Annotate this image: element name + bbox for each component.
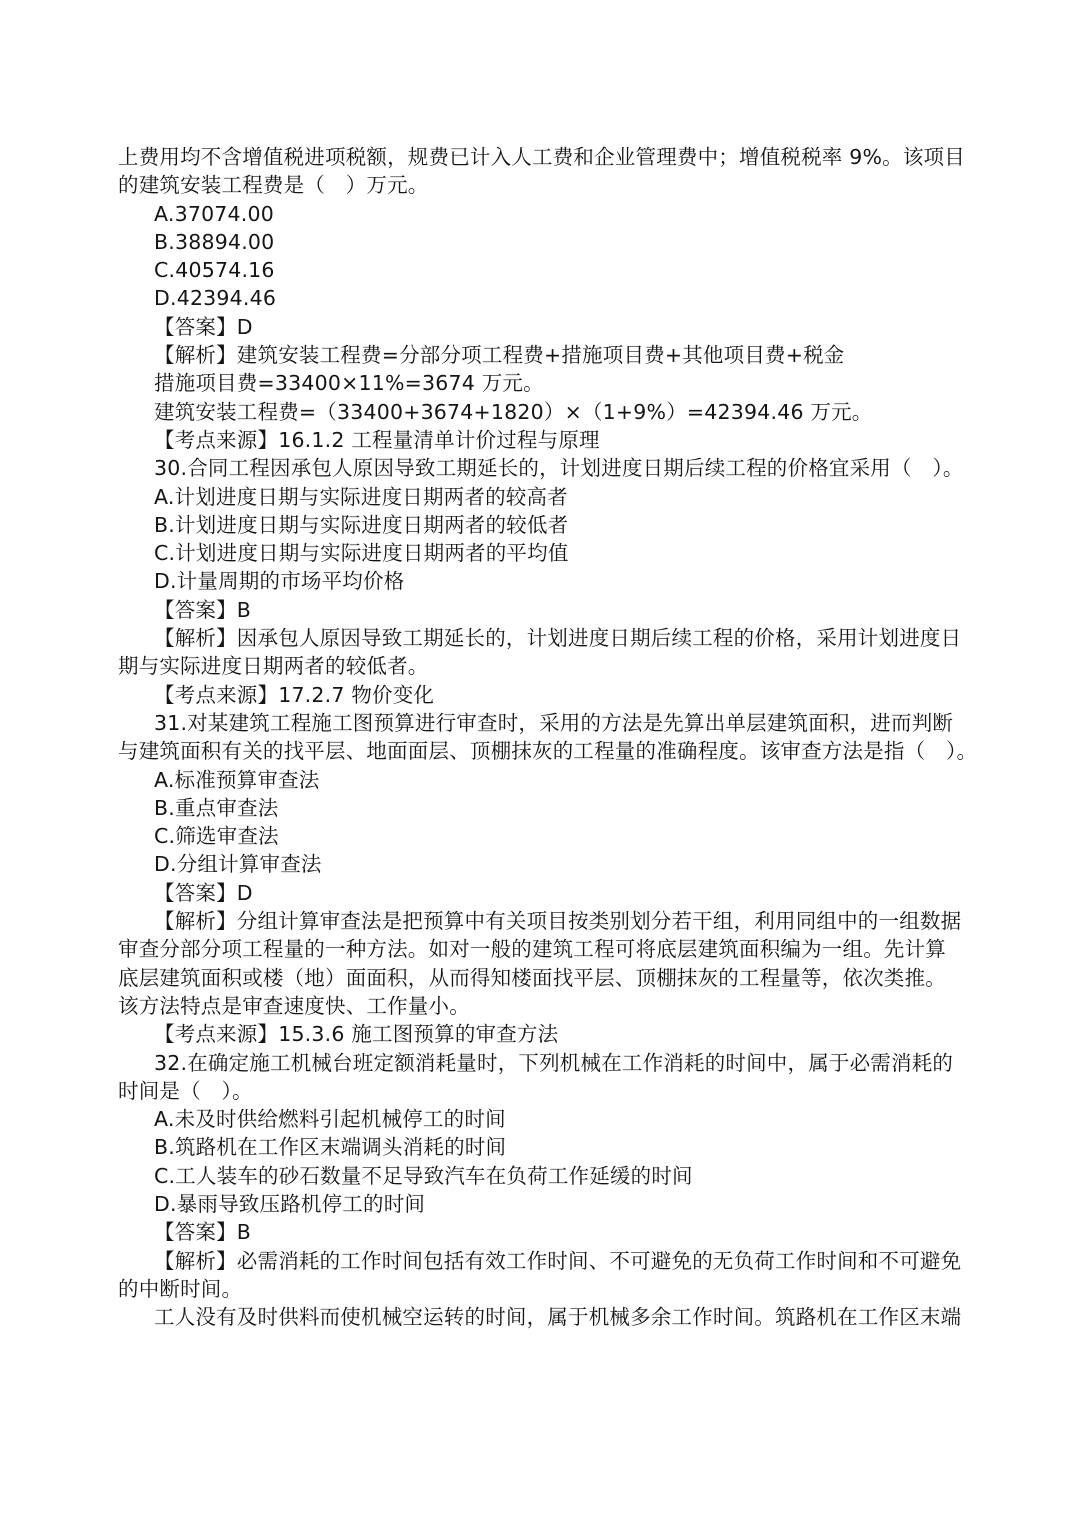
- text-line: 时间是（ ）。: [118, 1078, 253, 1103]
- text-line: 31.对某建筑工程施工图预算进行审查时，采用的方法是先算出单层建筑面积，进而判断: [154, 710, 954, 735]
- text-line: C.筛选审查法: [154, 824, 279, 849]
- text-line: 【答案】D: [154, 314, 253, 339]
- text-line: 【解析】必需消耗的工作时间包括有效工作时间、不可避免的无负荷工作时间和不可避免: [154, 1248, 962, 1273]
- text-line: D.暴雨导致压路机停工的时间: [154, 1191, 426, 1216]
- text-line: B.计划进度日期与实际进度日期两者的较低者: [154, 512, 569, 537]
- text-line: A.37074.00: [154, 201, 274, 226]
- text-line: 建筑安装工程费=（33400+3674+1820）×（1+9%）=42394.46 万元。: [154, 399, 873, 424]
- text-line: C.工人装车的砂石数量不足导致汽车在负荷工作延缓的时间: [154, 1163, 693, 1188]
- text-line: 与建筑面积有关的找平层、地面面层、顶棚抹灰的工程量的准确程度。该审查方法是指（ ）。: [118, 739, 978, 764]
- text-line: D.计量周期的市场平均价格: [154, 569, 405, 594]
- text-line: 【答案】D: [154, 880, 253, 905]
- text-line: 【考点来源】15.3.6 施工图预算的审查方法: [154, 1022, 559, 1047]
- text-line: 【考点来源】16.1.2 工程量清单计价过程与原理: [154, 427, 600, 452]
- text-line: 该方法特点是审查速度快、工作量小。: [118, 993, 470, 1018]
- text-line: 审查分部分项工程量的一种方法。如对一般的建筑工程可将底层建筑面积编为一组。先计算: [118, 937, 946, 962]
- text-line: B.重点审查法: [154, 795, 279, 820]
- text-line: 30.合同工程因承包人原因导致工期延长的，计划进度日期后续工程的价格宜采用（ ）。: [154, 456, 964, 481]
- text-line: 期与实际进度日期两者的较低者。: [118, 654, 429, 679]
- text-line: A.计划进度日期与实际进度日期两者的较高者: [154, 484, 568, 509]
- text-line: 【答案】B: [154, 1220, 252, 1245]
- text-line: C.40574.16: [154, 258, 275, 283]
- text-line: 底层建筑面积或楼（地）面面积，从而得知楼面找平层、顶棚抹灰的工程量等，依次类推。: [118, 965, 946, 990]
- text-line: B.筑路机在工作区末端调头消耗的时间: [154, 1135, 507, 1160]
- text-line: 【解析】分组计算审查法是把预算中有关项目按类别划分若干组，利用同组中的一组数据: [154, 909, 962, 934]
- text-line: 【考点来源】17.2.7 物价变化: [154, 682, 435, 707]
- text-line: D.分组计算审查法: [154, 852, 322, 877]
- text-line: 的建筑安装工程费是（ ）万元。: [118, 173, 429, 198]
- text-line: C.计划进度日期与实际进度日期两者的平均值: [154, 541, 569, 566]
- document-body: [118, 143, 998, 1331]
- text-line: 上费用均不含增值税进项税额，规费已计入人工费和企业管理费中；增值税税率 9%。该项目: [118, 145, 965, 169]
- text-line: 的中断时间。: [118, 1276, 243, 1301]
- text-line: A.标准预算审查法: [154, 767, 320, 792]
- text-line: B.38894.00: [154, 229, 275, 254]
- text-line: 措施项目费=33400×11%=3674 万元。: [154, 371, 544, 396]
- text-line: A.未及时供给燃料引起机械停工的时间: [154, 1107, 506, 1132]
- text-line: 【答案】B: [154, 597, 252, 622]
- text-line: 【解析】因承包人原因导致工期延长的，计划进度日期后续工程的价格，采用计划进度日: [154, 626, 962, 651]
- text-line: 【解析】建筑安装工程费=分部分项工程费+措施项目费+其他项目费+税金: [154, 343, 845, 368]
- text-line: 工人没有及时供料而使机械空运转的时间，属于机械多余工作时间。筑路机在工作区末端: [154, 1305, 962, 1330]
- text-line: D.42394.46: [154, 286, 277, 311]
- text-line: 32.在确定施工机械台班定额消耗量时，下列机械在工作消耗的时间中，属于必需消耗的: [154, 1050, 954, 1075]
